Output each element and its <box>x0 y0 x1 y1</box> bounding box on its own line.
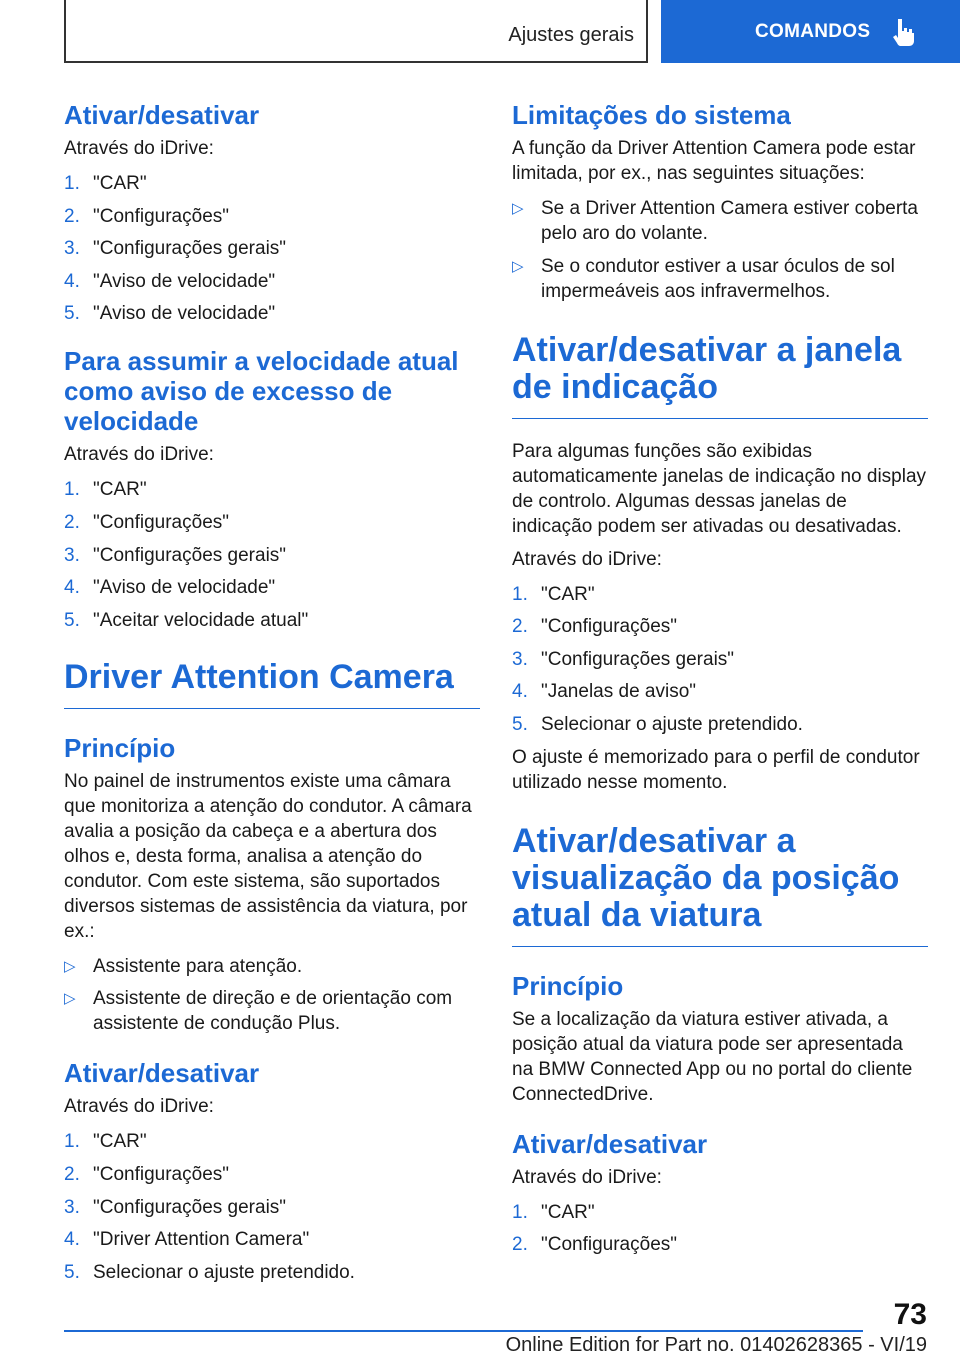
list-item: 2. "Configurações" <box>512 616 678 638</box>
list-item: 3. "Configurações gerais" <box>64 544 287 566</box>
left-column <box>64 100 480 1292</box>
intro-text: Através do iDrive: <box>64 138 214 159</box>
list-item: 5. "Aviso de velocidade" <box>64 303 276 325</box>
section-title: Princípio <box>512 970 624 1001</box>
list-item: 4. "Aviso de velocidade" <box>64 270 276 292</box>
list-item: 2. "Configurações" <box>512 1234 678 1256</box>
list-item: 5. "Aceitar velocidade atual" <box>64 609 309 631</box>
intro-text: Através do iDrive: <box>64 444 214 466</box>
section-title: Ativar/desativar <box>64 1058 260 1089</box>
list-item: 5. Selecionar o ajuste pretendido. <box>64 1261 355 1283</box>
section-title: Para assumir a velocidade atual como aviso de excesso de velocidade <box>64 346 459 437</box>
chapter-label: COMANDOS <box>755 20 871 42</box>
list-item: 1. "CAR" <box>512 1201 595 1223</box>
list-item: 4. "Driver Attention Camera" <box>64 1229 310 1251</box>
pointing-hand-icon <box>892 17 916 47</box>
list-item: 5. Selecionar o ajuste pretendido. <box>512 713 803 735</box>
list-item: 1. "CAR" <box>64 1131 147 1153</box>
body-text: No painel de instrumentos existe uma câmara que monitoriza a atenção do condutor. A câmara avalia a posição da cabeça e a abertura dos olhos e, desta forma, analisa a atenção do condutor. Com este sistema, são suportados diversos sistemas de assistência da viatura, por ex.: <box>64 770 472 942</box>
triangle-bullet-icon: ▷ <box>512 200 524 217</box>
intro-text: Através do iDrive: <box>64 1096 214 1118</box>
list-item: 3. "Configurações gerais" <box>64 238 287 260</box>
steps-list <box>64 171 480 326</box>
steps-list <box>512 582 928 737</box>
list-item: 3. "Configurações gerais" <box>64 1196 287 1218</box>
steps-list <box>512 1200 928 1258</box>
intro-text: Através do iDrive: <box>512 1166 662 1188</box>
body-text: Se a localização da viatura estiver ativada, a posição atual da viatura pode ser apresentada na BMW Connected App ou no portal do cliente ConnectedDrive. <box>512 1008 913 1105</box>
chapter-title: Ativar/desativar a visualização da posição atual da viatura <box>512 823 928 947</box>
triangle-bullet-icon: ▷ <box>64 957 76 975</box>
list-item: 2. "Configurações" <box>64 511 230 533</box>
list-item: 2. "Configurações" <box>64 205 230 227</box>
chapter-title: Ativar/desativar a janela de indicação <box>512 332 928 419</box>
intro-text: Através do iDrive: <box>512 548 662 570</box>
list-item: ▷ Se o condutor estiver a usar óculos de sol impermeáveis aos infravermelhos. <box>512 255 895 302</box>
triangle-bullet-icon: ▷ <box>64 990 76 1008</box>
steps-list <box>64 1129 480 1284</box>
list-item: ▷ Se a Driver Attention Camera estiver coberta pelo aro do volante. <box>512 198 919 244</box>
chapter-title: Driver Attention Camera <box>64 659 480 709</box>
header-section-title: Ajustes gerais <box>508 24 634 46</box>
steps-list <box>64 477 480 632</box>
list-item: 4. "Janelas de aviso" <box>512 681 697 703</box>
bullet-list <box>64 954 480 1037</box>
list-item: 4. "Aviso de velocidade" <box>64 577 276 599</box>
section-title: Ativar/desativar <box>512 1128 708 1159</box>
page-number: 73 <box>893 1298 927 1331</box>
list-item: ▷ Assistente de direção e de orientação com assistente de condução Plus. <box>64 988 453 1035</box>
chapter-tab <box>661 0 960 63</box>
edition-text: Online Edition for Part no. 01402628365 - VI/19 <box>505 1334 927 1356</box>
right-column <box>512 100 928 1265</box>
body-text: O ajuste é memorizado para o perfil de condutor utilizado nesse momento. <box>512 746 920 793</box>
list-item: ▷ Assistente para atenção. <box>64 955 303 977</box>
section-title: Limitações do sistema <box>512 100 791 130</box>
section-title: Ativar/desativar <box>64 100 260 130</box>
list-item: 2. "Configurações" <box>64 1163 230 1185</box>
body-text: Para algumas funções são exibidas automaticamente janelas de indicação no display de controlo. Algumas dessas janelas de indicação podem ser ativadas ou desativadas. <box>512 440 927 537</box>
list-item: 1. "CAR" <box>512 583 595 605</box>
list-item: 1. "CAR" <box>64 173 147 194</box>
footer-divider <box>64 1330 863 1332</box>
list-item: 1. "CAR" <box>64 479 147 501</box>
body-text: A função da Driver Attention Camera pode estar limitada, por ex., nas seguintes situações: <box>512 138 916 184</box>
section-title: Princípio <box>64 732 176 763</box>
list-item: 3. "Configurações gerais" <box>512 648 735 670</box>
triangle-bullet-icon: ▷ <box>512 257 524 275</box>
bullet-list <box>512 196 928 304</box>
